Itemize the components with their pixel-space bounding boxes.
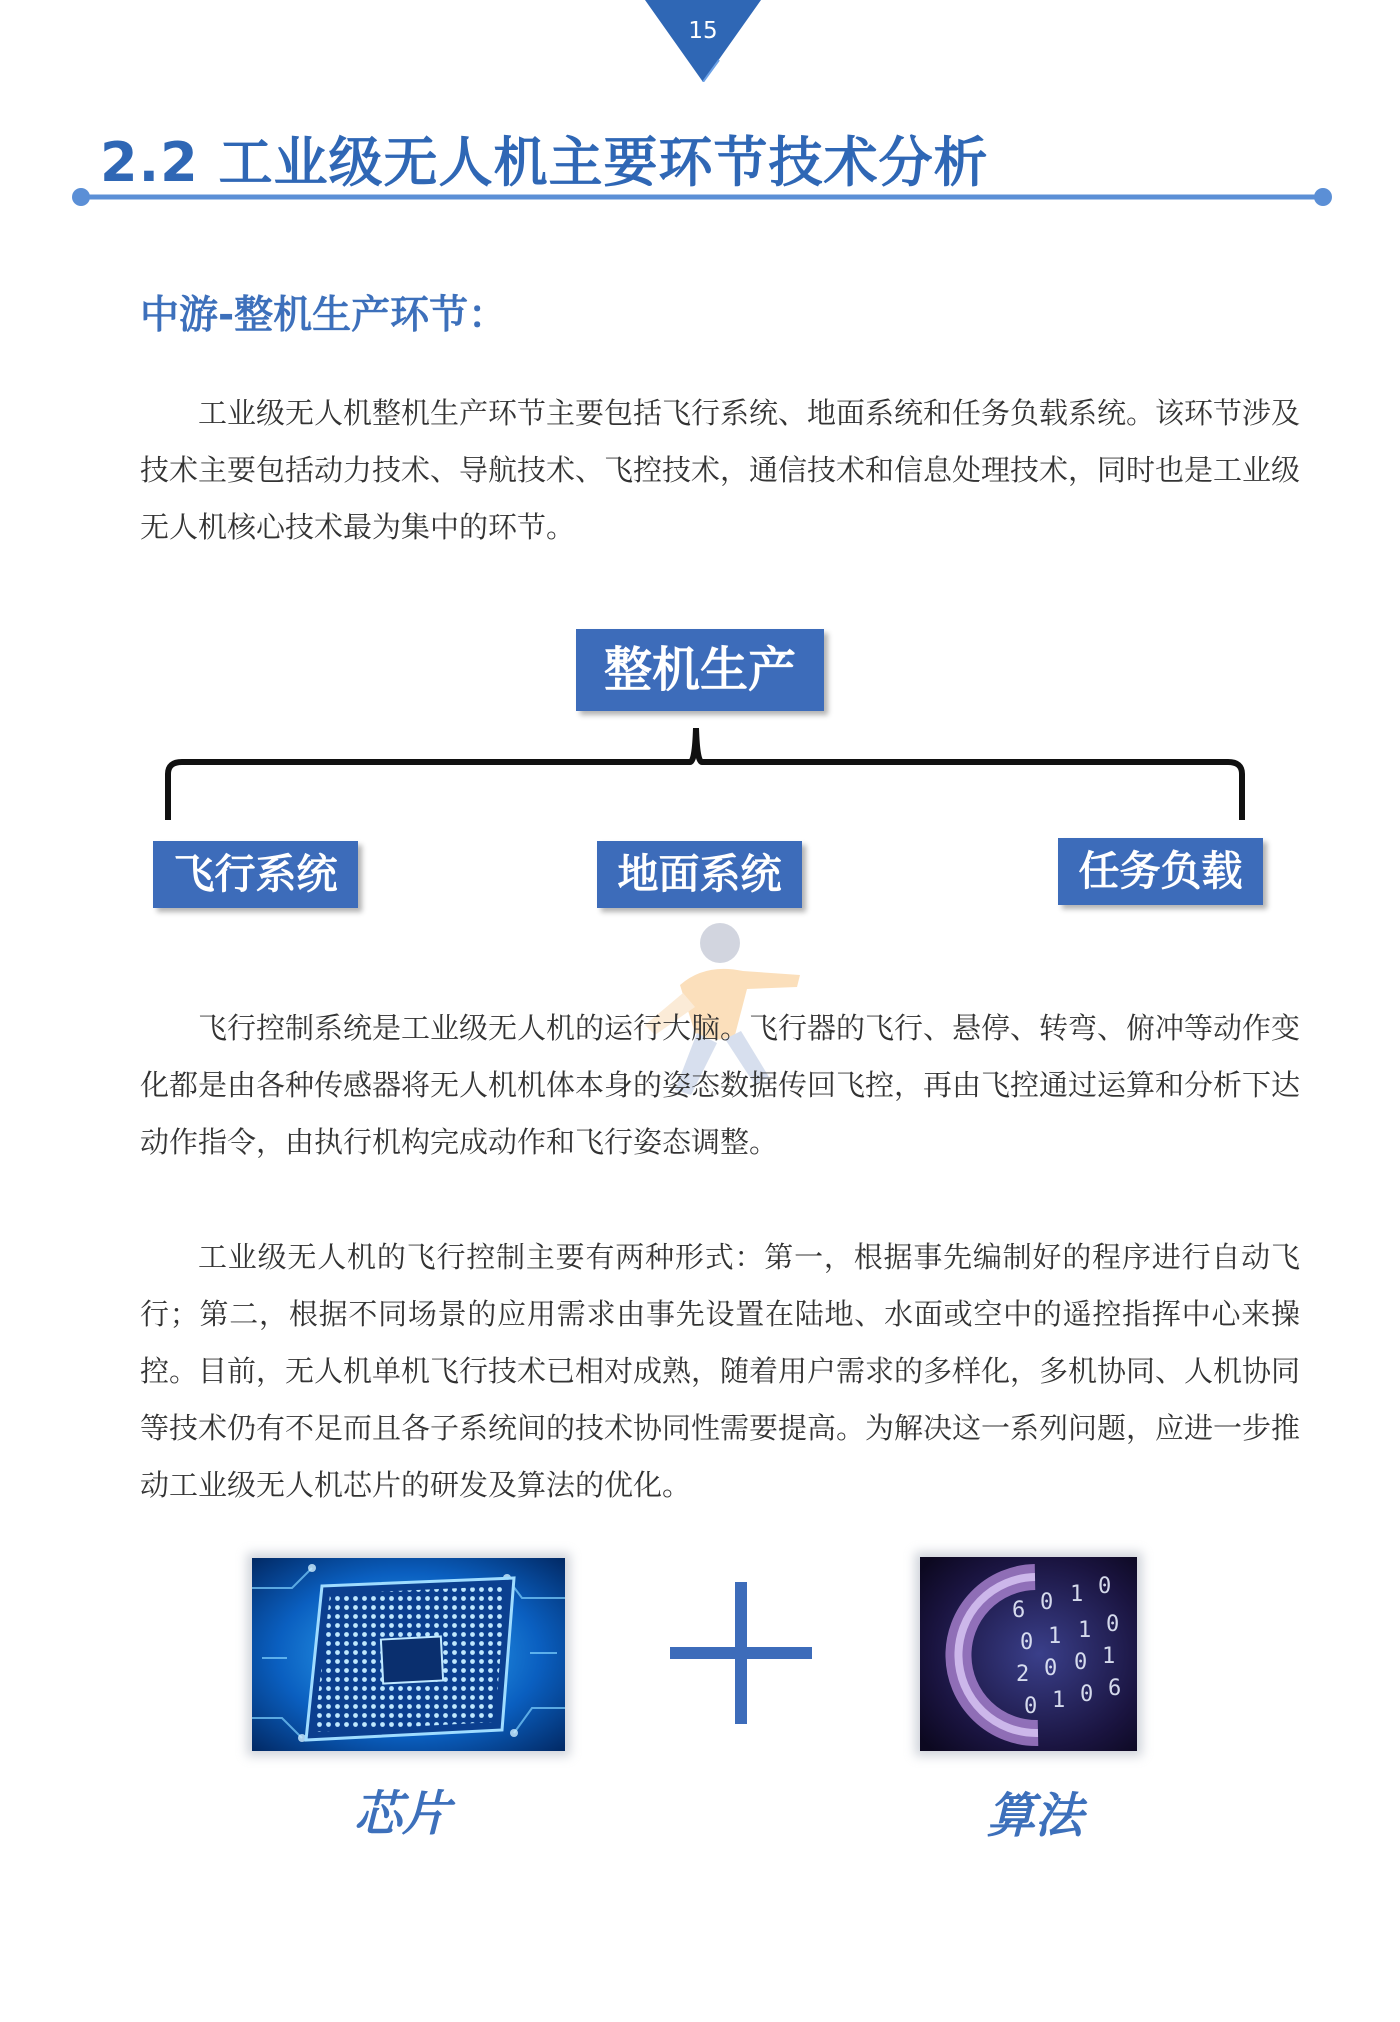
intro-paragraph: 工业级无人机整机生产环节主要包括飞行系统、地面系统和任务负载系统。该环节涉及技术主要包括动力技术、导航技术、飞控技术，通信技术和信息处理技术，同时也是工业级无人机核心技术最为集中的环节。 [140,396,1301,544]
svg-text:0: 0 [1044,1656,1058,1681]
tree-child-ground-system: 地面系统 [597,841,802,908]
svg-text:6: 6 [1108,1676,1122,1701]
tree-brace [160,728,1250,820]
svg-text:1: 1 [1048,1624,1062,1649]
subheading: 中游-整机生产环节： [140,293,508,338]
plus-icon [670,1582,812,1724]
control-forms-paragraph: 工业级无人机的飞行控制主要有两种形式：第一，根据事先编制好的程序进行自动飞行；第二，根据不同场景的应用需求由事先设置在陆地、水面或空中的遥控指挥中心来操控。目前，无人机单机飞行技术已相对成熟，随着用户需求的多样化，多机协同、人机协同等技术仍有不足而且各子系统间的技术协同性需要提高。为解决这一系列问题，应进一步推动工业级无人机芯片的研发及算法的优化。 [140,1240,1301,1502]
svg-text:1: 1 [1070,1582,1084,1607]
svg-text:0: 0 [1024,1694,1038,1719]
svg-text:0: 0 [1080,1682,1094,1707]
section-title: 2.2 工业级无人机主要环节技术分析 [100,131,989,194]
tree-child-flight-system: 飞行系统 [153,841,358,908]
tree-child-payload: 任务负载 [1058,838,1263,905]
svg-text:1: 1 [1102,1644,1116,1669]
chip-caption: 芯片 [353,1786,450,1842]
svg-text:1: 1 [1052,1688,1066,1713]
flight-control-paragraph: 飞行控制系统是工业级无人机的运行大脑。飞行器的飞行、悬停、转弯、俯冲等动作变化都是由各种传感器将无人机机体本身的姿态数据传回飞控，再由飞控通过运算和分析下达动作指令，由执行机构完成动作和飞行姿态调整。 [140,1011,1301,1159]
svg-text:0: 0 [1020,1630,1034,1655]
svg-text:0: 0 [1098,1574,1112,1599]
svg-text:1: 1 [1078,1618,1092,1643]
svg-text:0: 0 [1040,1590,1054,1615]
chip-image [252,1558,565,1751]
algorithm-caption: 算法 [986,1788,1083,1844]
svg-text:2: 2 [1016,1662,1030,1687]
svg-text:6: 6 [1012,1598,1026,1623]
tree-root-box: 整机生产 [576,629,824,711]
svg-text:0: 0 [1074,1650,1088,1675]
page-number: 15 [688,18,718,44]
algorithm-image [920,1557,1137,1751]
svg-text:0: 0 [1106,1612,1120,1637]
title-underline [70,186,1334,208]
